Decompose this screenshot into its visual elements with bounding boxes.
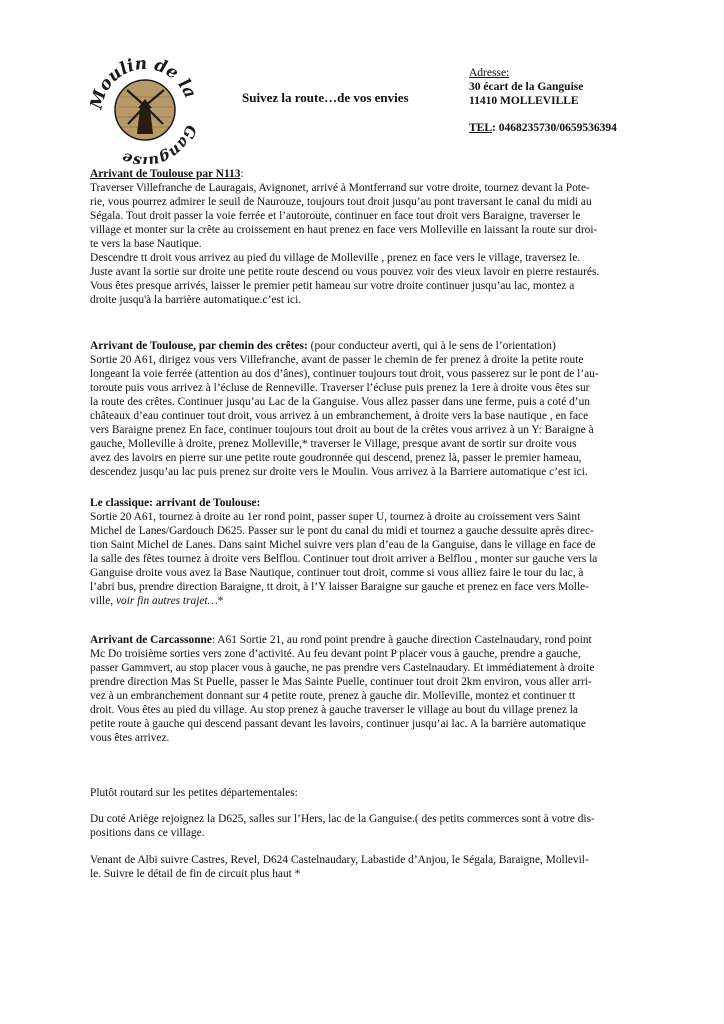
- section-albi: [90, 853, 635, 881]
- text-line: petite route à gauche qui descend passant devant les lavoirs, continuer jusqu’ai lac. A la barrière automatique: [90, 718, 586, 730]
- text-line: Michel de Lanes/Gardouch D625. Passer sur le pont du canal du midi et tournez a gauche dessuite après direc-: [90, 525, 594, 537]
- tagline: Suivez la route…de vos envies: [242, 90, 409, 105]
- text-line: Mc Do troisième sorties vers zone d’activité. Au feu devant point P placer vous à gauche, prendre a gauche,: [90, 648, 581, 660]
- text-line: Juste avant la sortie sur droite une petite route descend ou vous pouvez voir des vieux lavoir en pierre restaurés.: [90, 266, 600, 278]
- text-line: Plutôt routard sur les petites départementales:: [90, 787, 298, 799]
- address-street: 30 écart de la Ganguise: [469, 81, 584, 93]
- tel-label: TEL: [469, 122, 493, 134]
- section-classique: [90, 496, 635, 608]
- section-carcassonne: [90, 633, 635, 745]
- section-cretes: [90, 339, 635, 479]
- text-line: Venant de Albi suivre Castres, Revel, D624 Castelnaudary, Labastide d’Anjou, le Ségala, Baraigne, Mollevil-: [90, 854, 589, 866]
- section-title-suffix: (pour conducteur averti, qui à le sens de l’orientation): [307, 340, 556, 352]
- text-line: l’abri bus, prendre direction Baraigne, tt droit, à l’Y laisser Baraigne sur gauche et prenez en face vers Molle-: [90, 581, 589, 593]
- text-line: longeant la voie ferrée (attention au dos d’ânes), continuer toujours tout droit, vous passerez sur le pont de l’au-: [90, 368, 599, 380]
- section-routard: [90, 786, 635, 800]
- address-city: 11410 MOLLEVILLE: [469, 95, 579, 107]
- text-line: vers Baraigne prenez En face, continuer toujours tout droit au bout de la crêtes vous arrivez à un Y: Baraigne à: [90, 424, 594, 436]
- text-line: le. Suivre le détail de fin de circuit plus haut *: [90, 868, 301, 880]
- text-line: positions dans ce village.: [90, 827, 205, 839]
- text-line: la salle des fêtes tournez à droite vers Belflou. Continuer tout droit arriver a Belflou , monter sur gauche vers la: [90, 553, 598, 565]
- text-line: Du coté Ariège rejoignez la D625, salles sur l’Hers, lac de la Ganguise.( des petits commerces sont à votre dis-: [90, 813, 595, 825]
- text-line: Ségala. Tout droit passer la voie ferrée et l’autoroute, continuer en face tout droit vers Baraigne, traverser le: [90, 210, 581, 222]
- section-title: Arrivant de Toulouse, par chemin des crêtes:: [90, 340, 308, 352]
- svg-text:Ganguise: Ganguise: [119, 122, 200, 164]
- tel-value: : 0468235730/0659536394: [492, 122, 617, 134]
- text-line: prendre direction Mas St Puelle, passer le Mas Sainte Puelle, continuer tout droit 2km environ, vous aller arri-: [90, 676, 592, 688]
- address-block: [469, 66, 583, 108]
- section-title: Arrivant de Carcassonne: [90, 634, 212, 646]
- text-line: Descendre tt droit vous arrivez au pied du village de Molleville , prenez en face vers le village, traversez le.: [90, 252, 581, 264]
- last-line-start: ville,: [90, 595, 116, 607]
- section-title: Arrivant de Toulouse par N113: [90, 168, 241, 180]
- text-line: Vous êtes presque arrivés, laisser le premier petit hameau sur votre droite continuer jusqu’au lac, montez a: [90, 280, 575, 292]
- last-line-end: *: [217, 595, 224, 607]
- italic-note: voir fin autres trajet…: [115, 595, 218, 607]
- text-line: village et monter sur la crête au croissement en haut prenez en face vers Molleville en laissant la route sur droi-: [90, 224, 598, 236]
- text-line: vez à un embranchement donnant sur 4 petite route, prenez à gauche dir. Molleville, montez et continuer tt: [90, 690, 576, 702]
- text-line: droit. Vous êtes au pied du village. Au stop prenez à gauche traverser le village au bout du village prenez la: [90, 704, 578, 716]
- address-label: Adresse:: [469, 67, 510, 79]
- section-n113: [90, 167, 635, 307]
- section-title-suffix: : A61 Sortie 21, au rond point prendre à gauche direction Castelnaudary, rond point: [211, 634, 592, 646]
- text-line: toroute puis vous arrivez à l’écluse de Renneville. Traverser l’écluse puis prenez la 1ere à droite vous êtes sur: [90, 382, 590, 394]
- phone-line: [469, 122, 617, 134]
- text-line: rie, vous pourrez admirer le seuil de Naurouze, toujours tout droit jusqu’au pont traversant le canal du midi au: [90, 196, 592, 208]
- text-line: tion Saint Michel de Lanes. Dans saint Michel suivre vers plan d’eau de la Ganguise, dans le village en face de: [90, 539, 596, 551]
- text-line: Sortie 20 A61, dirigez vous vers Villefranche, avant de passer le chemin de fer prenez à droite la petite route: [90, 354, 584, 366]
- text-line: avez des lavoirs en pierre sur une petite route goudronnée qui descend, prenez là, passer le premier hameau,: [90, 452, 582, 464]
- text-line: châteaux d’eau continuer tout droit, vous arrivez à un embranchement, à droite vers la base nautique , en face: [90, 410, 589, 422]
- text-line: [90, 594, 635, 608]
- windmill-icon: [90, 52, 200, 164]
- text-line: la route des crêtes. Continuer jusqu’au Lac de la Ganguise. Vous allez passer dans une ferme, puis a coté d’un: [90, 396, 590, 408]
- section-title: Le classique: arrivant de Toulouse:: [90, 497, 261, 509]
- text-line: passer Gammvert, au stop placer vous à gauche, ne pas prendre vers Castelnaudary. Et immédiatement à droite: [90, 662, 595, 674]
- moulin-logo: [90, 52, 200, 164]
- text-line: Ganguise droite vous avez la Base Nautique, continuer tout droit, comme si vous alliez faire le tour du lac, à: [90, 567, 584, 579]
- text-line: vous êtes arrivez.: [90, 732, 170, 744]
- text-line: droite jusqu'à la barrière automatique.c’est ici.: [90, 294, 302, 306]
- svg-text:Moulin de la: oulin de la: [94, 53, 200, 102]
- text-line: te vers la base Nautique.: [90, 238, 202, 250]
- text-line: Sortie 20 A61, tournez à droite au 1er rond point, passer super U, tournez à droite au croissement vers Saint: [90, 511, 581, 523]
- text-line: Traverser Villefranche de Lauragais, Avignonet, arrivé à Montferrand sur votre droite, tournez devant la Pote-: [90, 182, 590, 194]
- section-ariege: [90, 812, 635, 840]
- text-line: gauche, Molleville à droite, prenez Molleville,* traverser le Village, presque avant de sortir sur droite vous: [90, 438, 577, 450]
- text-line: descendez jusqu’au lac puis prenez sur droite vers le Moulin. Vous arrivez à la Barriere automatique c’est ici.: [90, 466, 588, 478]
- section-title-suffix: :: [240, 168, 244, 180]
